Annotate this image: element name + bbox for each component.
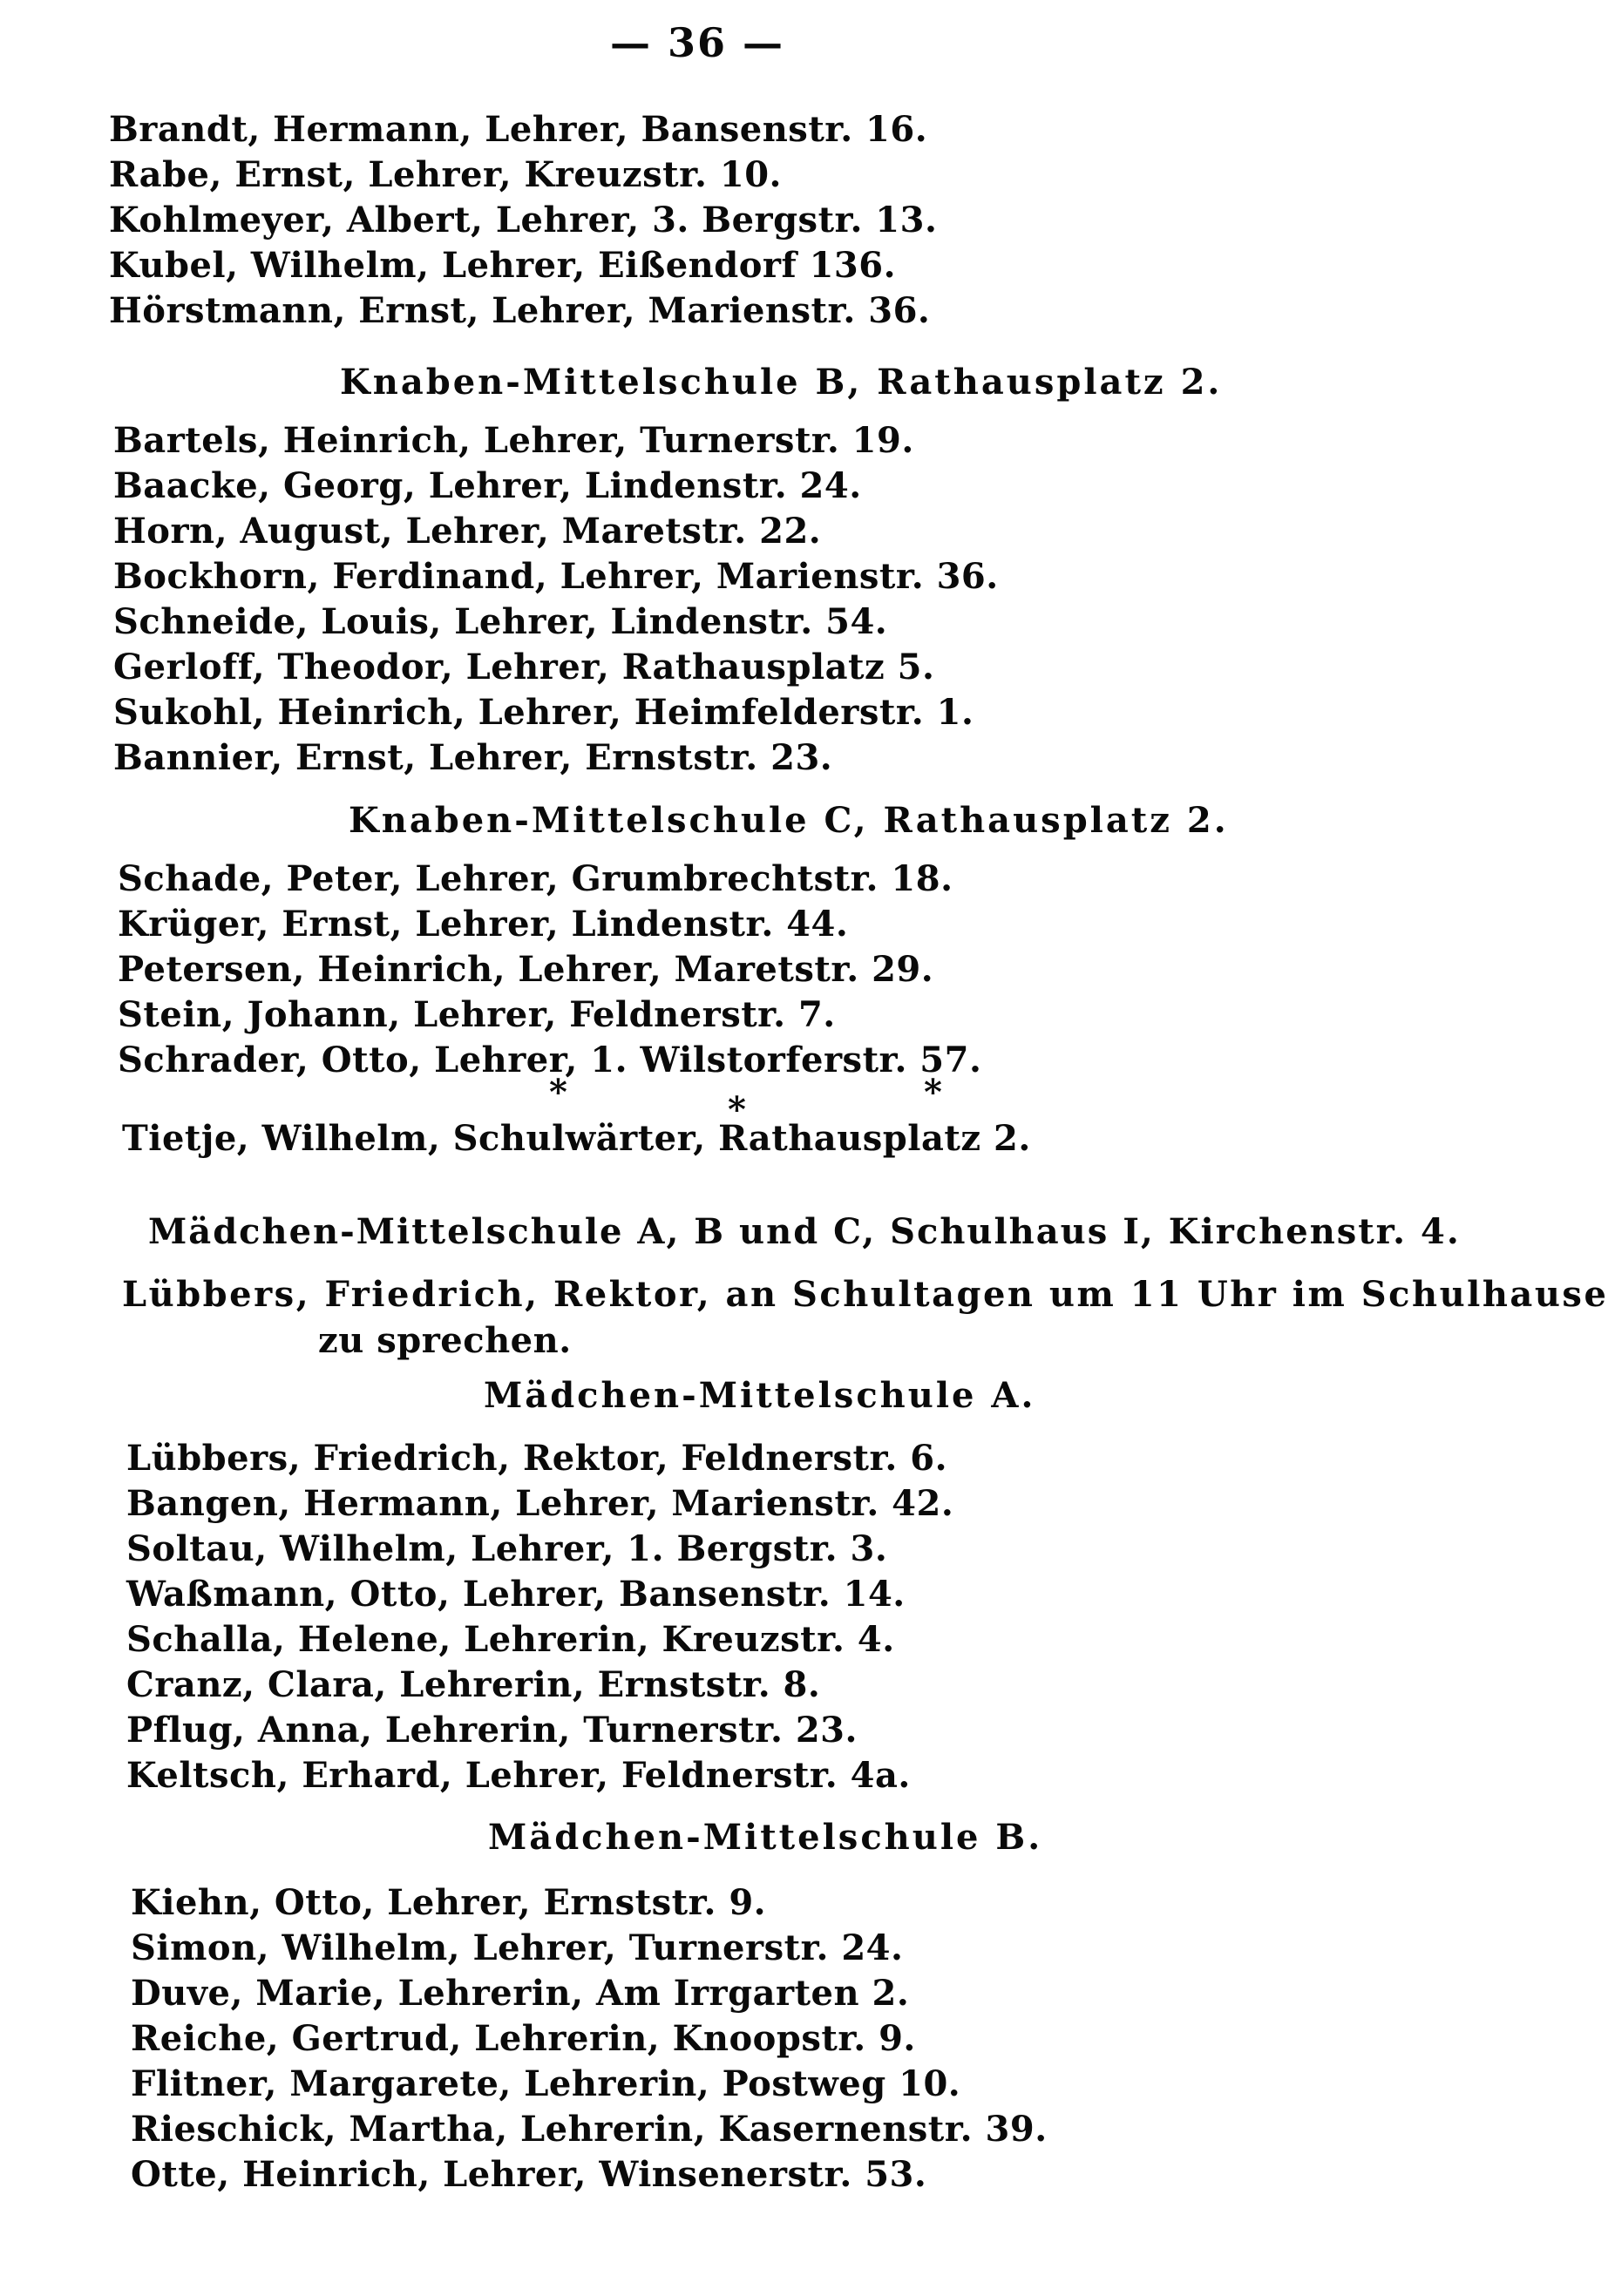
list-item: Otte, Heinrich, Lehrer, Winsenerstr. 53. [131,2154,927,2195]
list-item: Waßmann, Otto, Lehrer, Bansenstr. 14. [126,1574,906,1615]
list-item: Bangen, Hermann, Lehrer, Marienstr. 42. [126,1483,954,1524]
rektor-note: Lübbers, Friedrich, Rektor, an Schultagen um 11 Uhr im Schulhause [122,1274,1608,1315]
list-item: Reiche, Gertrud, Lehrerin, Knoopstr. 9. [131,2018,916,2059]
list-item: Stein, Johann, Lehrer, Feldnerstr. 7. [118,994,836,1035]
section-heading-knaben-b: Knaben-Mittelschule B, Rathausplatz 2. [340,362,1223,403]
separator-star: * [924,1072,942,1113]
section-heading-knaben-c: Knaben-Mittelschule C, Rathausplatz 2. [349,800,1229,841]
list-item: Schneide, Louis, Lehrer, Lindenstr. 54. [113,601,888,642]
list-item: Schalla, Helene, Lehrerin, Kreuzstr. 4. [126,1619,895,1660]
list-item: Flitner, Margarete, Lehrerin, Postweg 10. [131,2063,961,2104]
list-item: Hörstmann, Ernst, Lehrer, Marienstr. 36. [109,290,931,331]
section-heading-maedchen-abc: Mädchen-Mittelschule A, B und C, Schulhaus I, Kirchenstr. 4. [148,1211,1461,1252]
list-item: Soltau, Wilhelm, Lehrer, 1. Bergstr. 3. [126,1528,888,1569]
separator-star: * [549,1072,567,1113]
list-item: Kubel, Wilhelm, Lehrer, Eißendorf 136. [109,245,897,286]
list-item: Brandt, Hermann, Lehrer, Bansenstr. 16. [109,109,928,150]
list-item: Simon, Wilhelm, Lehrer, Turnerstr. 24. [131,1927,904,1968]
list-item: Bockhorn, Ferdinand, Lehrer, Marienstr. 36. [113,556,999,597]
list-item: Duve, Marie, Lehrerin, Am Irrgarten 2. [131,1973,910,2014]
list-item: Tietje, Wilhelm, Schulwärter, Rathausplatz 2. [122,1118,1031,1159]
list-item: Bartels, Heinrich, Lehrer, Turnerstr. 19. [113,420,914,461]
list-item: Kohlmeyer, Albert, Lehrer, 3. Bergstr. 13. [109,200,938,240]
separator-star: * [728,1089,746,1130]
list-item: Gerloff, Theodor, Lehrer, Rathausplatz 5. [113,647,935,687]
list-item: Horn, August, Lehrer, Maretstr. 22. [113,511,822,552]
list-item: Rieschick, Martha, Lehrerin, Kasernenstr. 39. [131,2109,1048,2150]
list-item: Rabe, Ernst, Lehrer, Kreuzstr. 10. [109,154,782,195]
list-item: Baacke, Georg, Lehrer, Lindenstr. 24. [113,465,862,506]
section-heading-maedchen-b: Mädchen-Mittelschule B. [488,1817,1043,1858]
list-item: Krüger, Ernst, Lehrer, Lindenstr. 44. [118,904,849,945]
list-item: Lübbers, Friedrich, Rektor, Feldnerstr. 6. [126,1438,947,1479]
list-item: Keltsch, Erhard, Lehrer, Feldnerstr. 4a. [126,1755,911,1796]
list-item: Schade, Peter, Lehrer, Grumbrechtstr. 18. [118,858,953,899]
list-item: Bannier, Ernst, Lehrer, Ernststr. 23. [113,737,833,778]
list-item: Pflug, Anna, Lehrerin, Turnerstr. 23. [126,1710,858,1751]
list-item: Kiehn, Otto, Lehrer, Ernststr. 9. [131,1882,767,1923]
list-item: Petersen, Heinrich, Lehrer, Maretstr. 29. [118,949,934,990]
list-item: Schrader, Otto, Lehrer, 1. Wilstorferstr. 57. [118,1040,982,1080]
rektor-note-continuation: zu sprechen. [318,1320,572,1361]
list-item: Sukohl, Heinrich, Lehrer, Heimfelderstr. 1. [113,692,974,733]
list-item: Cranz, Clara, Lehrerin, Ernststr. 8. [126,1664,821,1705]
page-number: — 36 — [609,19,785,66]
section-heading-maedchen-a: Mädchen-Mittelschule A. [484,1375,1036,1416]
